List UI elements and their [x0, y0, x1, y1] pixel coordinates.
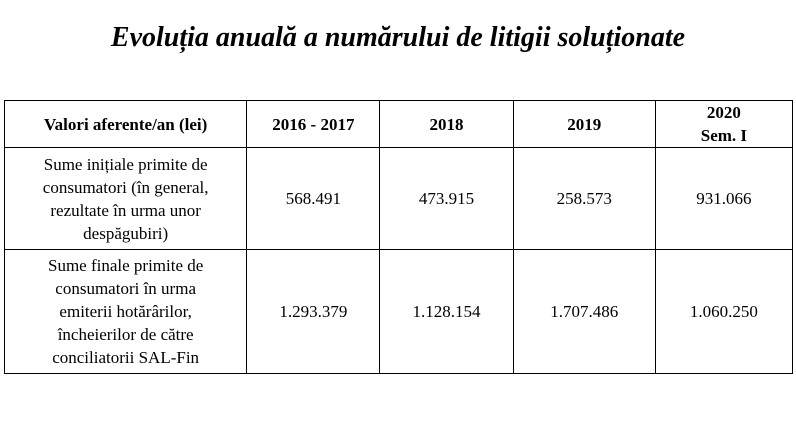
row-label-final-sums — [5, 250, 247, 374]
row-label-line: încheierilor de către — [57, 325, 194, 344]
cell-initial-2019: 258.573 — [513, 148, 655, 250]
cell-final-2018: 1.128.154 — [380, 250, 513, 374]
table-row-initial-sums — [5, 148, 793, 250]
cell-final-2019: 1.707.486 — [513, 250, 655, 374]
header-label-column: Valori aferente/an (lei) — [5, 101, 247, 148]
cell-final-2016-2017: 1.293.379 — [247, 250, 380, 374]
header-2018: 2018 — [380, 101, 513, 148]
row-label-line: Sume inițiale primite de — [43, 154, 208, 174]
row-label-line: conciliatorii SAL-Fin — [52, 348, 200, 367]
page-title: Evoluția anuală a numărului de litigii soluționate — [110, 22, 686, 53]
header-2020-year: 2020 — [706, 103, 741, 122]
row-label-line: Sume finale primite de — [47, 256, 204, 275]
cell-initial-2020: 931.066 — [655, 148, 792, 250]
row-label-line: consumatori (în general, — [42, 177, 209, 197]
header-2016-2017: 2016 - 2017 — [247, 101, 380, 148]
row-label-line: emiterii hotărârilor, — [59, 302, 192, 321]
litigation-table — [4, 100, 793, 374]
row-label-line: despăgubiri) — [83, 223, 169, 243]
table-row-final-sums — [5, 250, 793, 374]
row-label-line: rezultate în urma unor — [50, 200, 201, 220]
header-2019: 2019 — [513, 101, 655, 148]
cell-initial-2016-2017: 568.491 — [247, 148, 380, 250]
row-label-initial-sums — [5, 148, 247, 250]
table-header-row — [5, 101, 793, 148]
header-2020-semester: Sem. I — [700, 126, 748, 145]
row-label-line: consumatori în urma — [55, 279, 196, 298]
header-2020-sem-i — [655, 101, 792, 148]
cell-initial-2018: 473.915 — [380, 148, 513, 250]
cell-final-2020: 1.060.250 — [655, 250, 792, 374]
